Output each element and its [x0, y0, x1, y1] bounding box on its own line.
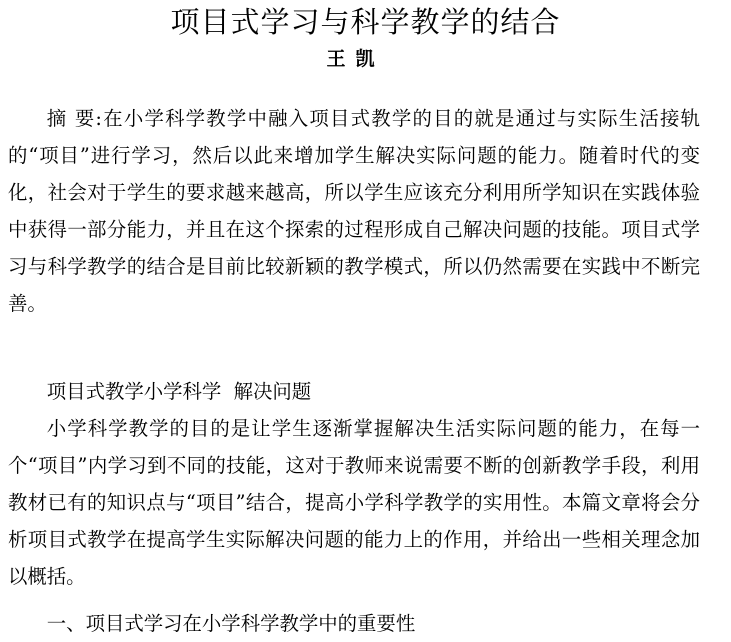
abstract-paragraph: 摘 要:在小学科学教学中融入项目式教学的目的就是通过与实际生活接轨的“项目”进行学习，然后以此来增加学生解决实际问题的能力。随着时代的变化，社会对于学生的要求越来越高，所以学生应该充分利用所学知识在实践体验中获得一部分能力，并且在这个探索的过程形成自己解决问题的技能。项目式学习与科学教学的结合是目前比较新颖的教学模式，所以仍然需要在实践中不断完善。 — [8, 107, 700, 315]
intro-paragraph: 小学科学教学的目的是让学生逐渐掌握解决生活实际问题的能力，在每一个“项目”内学习到不同的技能，这对于教师来说需要不断的创新教学手段，利用教材已有的知识点与“项目”结合，提高小学科学教学的实用性。本篇文章将会分析项目式教学在提高学生实际解决问题的能力上的作用，并给出一些相关理念加以概括。 — [8, 417, 700, 588]
section-heading-1: 一、项目式学习在小学科学教学中的重要性 — [46, 612, 416, 635]
keywords-line: 项目式教学小学科学 解决问题 — [46, 380, 312, 403]
document-title: 项目式学习与科学教学的结合 — [170, 5, 561, 39]
document-author: 王凯 — [326, 48, 385, 70]
